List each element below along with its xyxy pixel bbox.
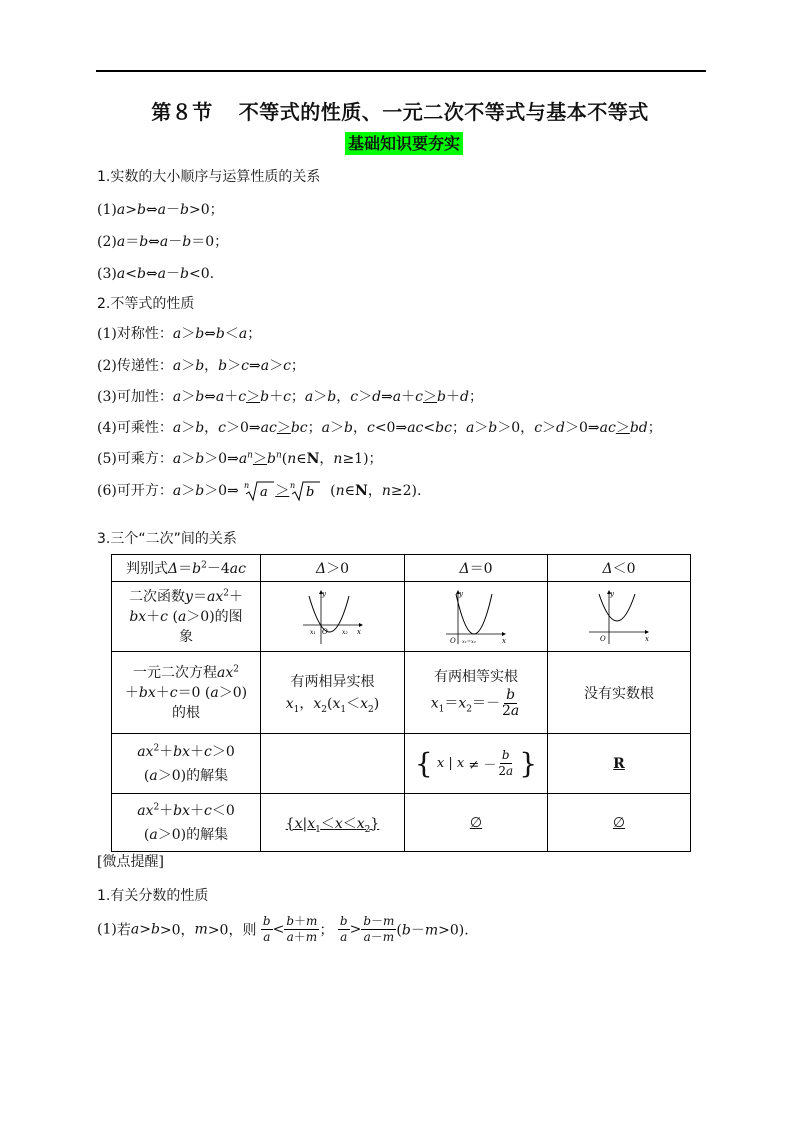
roots-none: 没有实数根 bbox=[548, 652, 691, 734]
roots-two-distinct: 有两相异实根 $x_1$，$x_2(x_1<x_2)$ bbox=[261, 652, 405, 734]
svg-text:O: O bbox=[600, 634, 606, 643]
table-row bbox=[112, 555, 691, 582]
parabola-two-roots-icon bbox=[301, 588, 365, 646]
tips-heading: [微点提醒] bbox=[97, 854, 164, 870]
section-number: 第８节 bbox=[151, 100, 213, 124]
svg-text:x: x bbox=[356, 627, 361, 636]
table-row bbox=[112, 734, 691, 794]
section-badge: 基础知识要夯实 bbox=[345, 132, 463, 155]
parabola-no-root-icon bbox=[587, 588, 651, 646]
row-label-graph: 二次函数$y=ax^2+$ bx＋c (a＞0)的图 象 bbox=[112, 582, 261, 652]
svg-text:x: x bbox=[645, 634, 649, 643]
solution-gt-zero: { x | x ≠ － $\frac{b}{2a}$ } bbox=[405, 734, 548, 794]
roots-double: 有两相等实根 $x_1=x_2=-$ $\frac{b}{2a}$ bbox=[405, 652, 548, 734]
row-label-solution-lt: $ax^2+bx+c<0$ (a＞0)的解集 bbox=[112, 794, 261, 852]
nth-root-b-icon bbox=[289, 480, 321, 502]
fraction-property: (1)若a>b>0，m>0，则 $\frac{b}{a}$ < $\frac{b+m}{a+m}$ ； $\frac{b}{a}$ > $\frac{b-m}{a-m}$ (b－m>0). bbox=[97, 914, 469, 944]
table-row bbox=[112, 582, 691, 652]
table-row bbox=[112, 652, 691, 734]
svg-text:O: O bbox=[321, 627, 328, 636]
table-header-positive: Δ＞0 bbox=[261, 555, 405, 582]
nth-root-a-icon bbox=[243, 480, 275, 502]
parabola-double-root-icon bbox=[444, 588, 508, 646]
s2-item-5: (5)可乘方：$a>b>0\Rightarrow a^n>b^n(n\in N$，n≥1)； bbox=[97, 450, 383, 467]
svg-text:y: y bbox=[321, 589, 326, 598]
svg-text:n: n bbox=[290, 481, 296, 490]
s1-item-1: (1)a>b⇔a－b>0； bbox=[97, 202, 224, 218]
heading-1: 1.实数的大小顺序与运算性质的关系 bbox=[97, 169, 321, 185]
table-row bbox=[112, 794, 691, 852]
svg-text:x₁=x₂: x₁=x₂ bbox=[462, 638, 476, 645]
svg-text:O: O bbox=[450, 636, 456, 645]
svg-text:b: b bbox=[306, 485, 315, 500]
svg-text:y: y bbox=[459, 589, 463, 598]
svg-text:x₁: x₁ bbox=[309, 628, 316, 636]
solution-lt-negative: ∅ bbox=[548, 794, 691, 852]
s1-item-3: (3)a<b⇔a－b<0. bbox=[97, 266, 215, 282]
heading-3: 3.三个“二次”间的关系 bbox=[97, 531, 237, 547]
svg-text:a: a bbox=[260, 485, 269, 500]
graph-two-roots bbox=[261, 582, 405, 652]
table-header-discriminant: 判别式$\Delta=b^2-4ac$ bbox=[112, 555, 261, 582]
solution-lt-zero: ∅ bbox=[405, 794, 548, 852]
graph-no-root bbox=[548, 582, 691, 652]
section-title: 不等式的性质、一元二次不等式与基本不等式 bbox=[238, 100, 649, 124]
svg-text:x: x bbox=[502, 636, 506, 645]
solution-gt-negative: R bbox=[548, 734, 691, 794]
svg-text:n: n bbox=[244, 481, 250, 490]
tips-item-1: 1.有关分数的性质 bbox=[97, 888, 209, 904]
svg-text:y: y bbox=[610, 589, 614, 598]
s2-item-3: (3)可加性：a＞b⇔a＋c＞b＋c；a＞b，c＞d⇒a＋c＞b＋d； bbox=[97, 389, 483, 405]
top-rule bbox=[96, 70, 706, 72]
table-header-zero: Δ＝0 bbox=[405, 555, 548, 582]
relation-table bbox=[111, 554, 691, 852]
heading-2: 2.不等式的性质 bbox=[97, 296, 195, 312]
page-title bbox=[0, 96, 800, 125]
s2-item-4: (4)可乘性：a＞b，c＞0⇒ac＞bc；a＞b，c<0⇒ac<bc；a＞b＞0，c＞d＞0⇒ac＞bd； bbox=[97, 420, 662, 436]
graph-double-root bbox=[405, 582, 548, 652]
s2-item-2: (2)传递性：a＞b，b＞c⇒a＞c； bbox=[97, 358, 305, 374]
table-header-negative: Δ＜0 bbox=[548, 555, 691, 582]
s1-item-2: (2)a＝b⇔a－b＝0； bbox=[97, 234, 229, 250]
s2-item-6: (6)可开方：a＞b＞0⇒ n a ＞ n b (n∈N，n≥2). bbox=[97, 481, 422, 500]
solution-lt-positive: $\{x|x_1<x<x_2\}$ bbox=[261, 794, 405, 852]
row-label-roots: 一元二次方程$ax^2$ ＋bx＋c＝0 (a＞0) 的根 bbox=[112, 652, 261, 734]
svg-text:x₂: x₂ bbox=[341, 628, 348, 636]
s2-item-1: (1)对称性：a＞b⇔b＜a； bbox=[97, 326, 262, 342]
solution-gt-positive bbox=[261, 734, 405, 794]
row-label-solution-gt: $ax^2+bx+c>0$ (a＞0)的解集 bbox=[112, 734, 261, 794]
